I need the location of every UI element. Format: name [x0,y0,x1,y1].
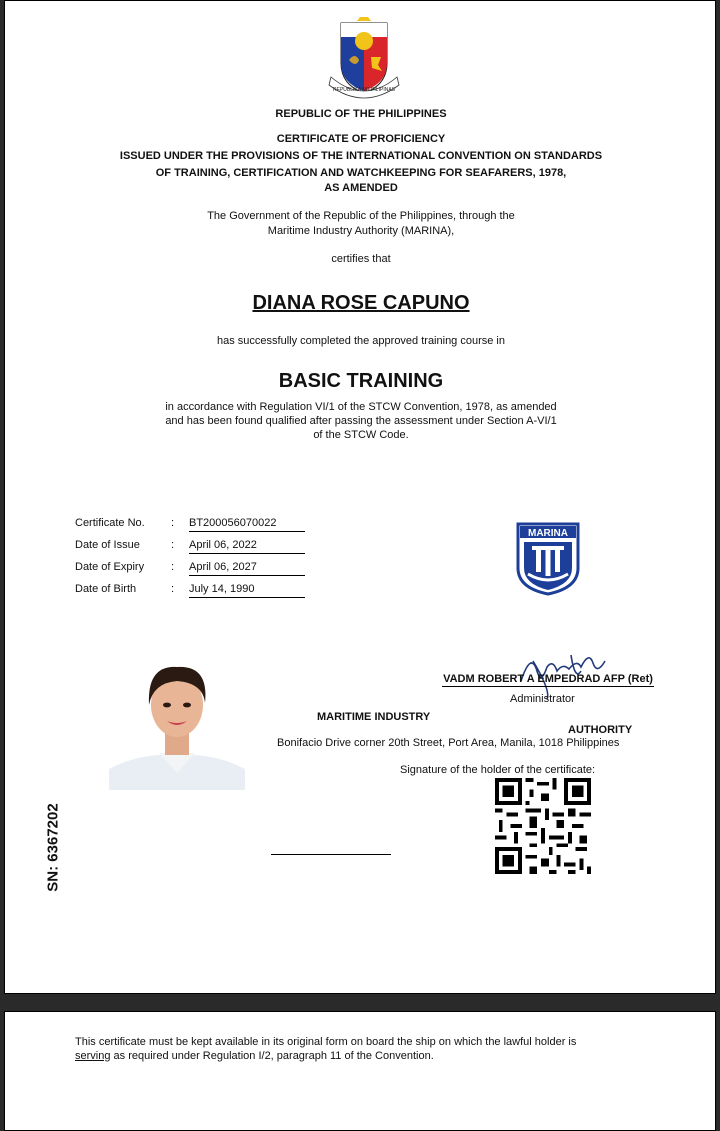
issued-under-line1: ISSUED UNDER THE PROVISIONS OF THE INTERNATIONAL CONVENTION ON STANDARDS [119,150,603,162]
detail-value: BT200056070022 [189,517,305,532]
holder-photo [109,657,245,790]
detail-label: Certificate No. [75,517,145,529]
footer-line2 [75,1049,434,1064]
authority-line1: MARITIME INDUSTRY [317,711,431,723]
detail-value: April 06, 2027 [189,561,305,576]
intro-line1: The Government of the Republic of the Philippines, through the [207,210,515,222]
marina-logo [516,522,580,596]
footer-line2-rest: as required under Regulation I/2, paragraph 11 of the Convention. [110,1050,434,1062]
detail-label: Date of Issue [75,539,140,551]
accordance-line2: and has been found qualified after passing the assessment under Section A-VI/1 [165,415,557,427]
serial-number: SN: 6367202 [44,803,62,892]
authority-line2: AUTHORITY [568,724,633,736]
holder-signature-label: Signature of the holder of the certificate: [400,764,596,776]
marina-logo-text: MARINA [528,528,568,539]
detail-value: April 06, 2022 [189,539,305,554]
seal-text: REPUBLIKA NG PILIPINAS [333,87,395,93]
intro-line2: Maritime Industry Authority (MARINA), [267,225,455,237]
completed-text: has successfully completed the approved training course in [217,335,505,347]
accordance-line1: in accordance with Regulation VI/1 of the STCW Convention, 1978, as amended [165,401,557,413]
detail-colon: : [171,561,175,573]
certificate-sheet [4,0,716,994]
certificate-type: CERTIFICATE OF PROFICIENCY [276,133,446,145]
signatory-name: VADM ROBERT A EMPEDRAD AFP (Ret) [443,673,653,685]
footer-serving: serving [75,1050,111,1062]
republic-heading: REPUBLIC OF THE PHILIPPINES [275,108,447,120]
course-title: BASIC TRAINING [278,370,444,392]
footer-line1: This certificate must be kept available in its original form on board the ship on which the lawful holder is [75,1036,577,1048]
detail-value: July 14, 1990 [189,583,305,598]
signatory-title: Administrator [510,693,575,705]
qr-code [495,777,591,875]
authority-address: Bonifacio Drive corner 20th Street, Port Area, Manila, 1018 Philippines [277,737,620,749]
detail-colon: : [171,583,175,595]
coat-of-arms-seal [319,15,409,105]
detail-colon: : [171,539,175,551]
detail-colon: : [171,517,175,529]
holder-signature-line [271,854,391,855]
issued-under-line2: OF TRAINING, CERTIFICATION AND WATCHKEEPING FOR SEAFARERS, 1978, [155,167,567,179]
detail-label: Date of Birth [75,583,137,595]
issued-under-line3: AS AMENDED [324,182,398,194]
footer-sheet [4,1011,716,1131]
accordance-line3: of the STCW Code. [313,429,409,441]
detail-label: Date of Expiry [75,561,145,573]
holder-name: DIANA ROSE CAPUNO [252,292,470,314]
certifies-text: certifies that [331,253,391,265]
